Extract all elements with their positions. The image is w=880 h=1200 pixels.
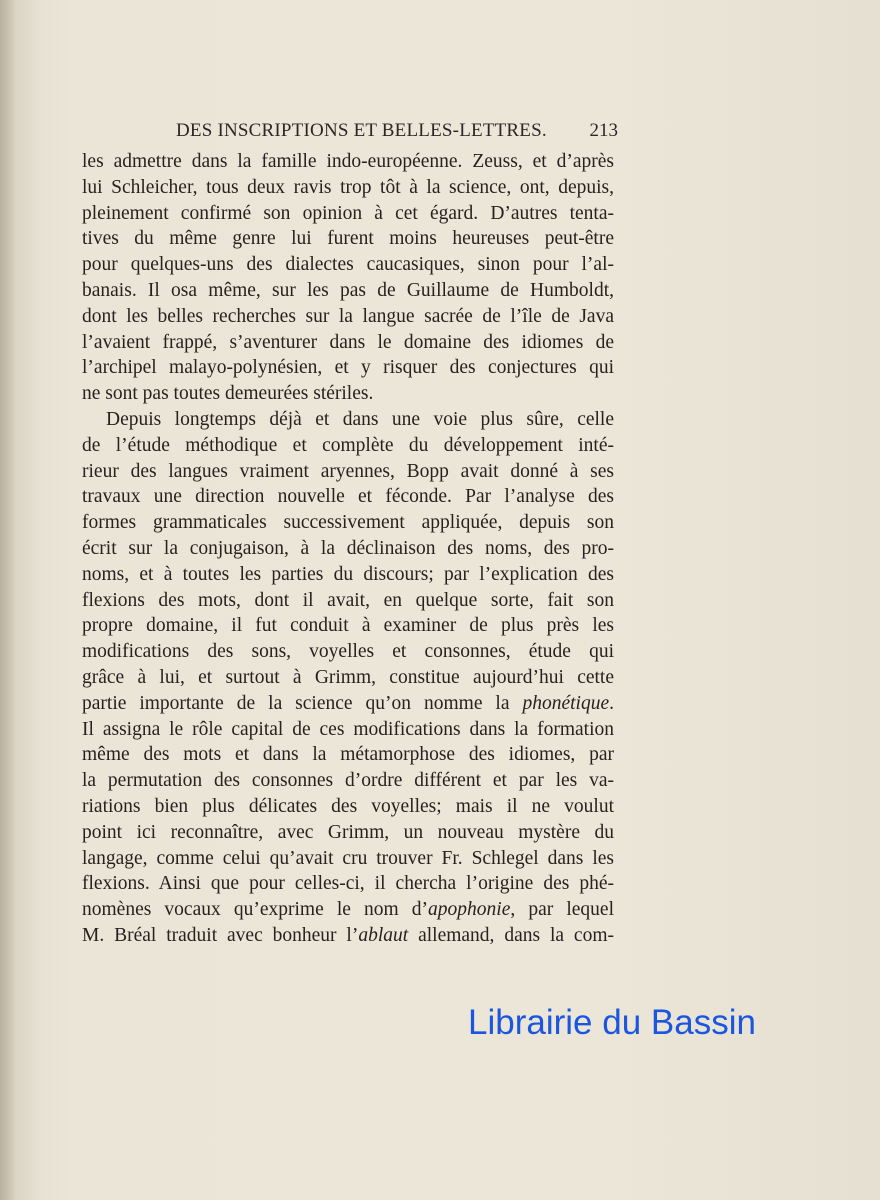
text-line: formes grammaticales successivement appliquée, depuis son — [82, 512, 614, 534]
text-fragment: partie importante de la science qu’on nomme la — [82, 692, 523, 714]
text-line: ne sont pas toutes demeurées stériles. — [82, 383, 374, 405]
text-line: riations bien plus délicates des voyelles; mais il ne voulut — [82, 795, 614, 817]
page-header — [176, 120, 618, 148]
text-line: l’archipel malayo-polynésien, et y risquer des conjectures qui — [82, 357, 614, 379]
text-line: modifications des sons, voyelles et consonnes, étude qui — [82, 641, 614, 663]
text-fragment: allemand, dans la com- — [408, 924, 614, 946]
text-line: propre domaine, il fut conduit à examiner de plus près les — [82, 615, 614, 637]
text-line: rieur des langues vraiment aryennes, Bopp avait donné à ses — [82, 460, 614, 482]
text-line: tives du même genre lui furent moins heureuses peut-être — [82, 228, 614, 250]
text-line: écrit sur la conjugaison, à la déclinaison des noms, des pro- — [82, 537, 614, 559]
text-line: Il assigna le rôle capital de ces modifications dans la formation — [82, 718, 614, 740]
text-line: Depuis longtemps déjà et dans une voie plus sûre, celle — [106, 408, 614, 430]
page-number: 213 — [589, 120, 618, 141]
body-text — [82, 149, 614, 949]
text-line: la permutation des consonnes d’ordre différent et par les va- — [82, 770, 614, 792]
italic-term: phonétique — [522, 692, 610, 714]
watermark: Librairie du Bassin — [468, 1003, 756, 1042]
text-line: les admettre dans la famille indo-européenne. Zeuss, et d’après — [82, 151, 614, 172]
text-line: grâce à lui, et surtout à Grimm, constitue aujourd’hui cette — [82, 666, 614, 688]
text-line: pour quelques-uns des dialectes caucasiques, sinon pour l’al- — [82, 254, 614, 276]
text-line: de l’étude méthodique et complète du développement inté- — [82, 434, 614, 456]
text-line — [82, 923, 614, 949]
running-head: DES INSCRIPTIONS ET BELLES-LETTRES. — [176, 120, 547, 141]
italic-term: apophonie — [428, 899, 511, 921]
text-line: langage, comme celui qu’avait cru trouver Fr. Schlegel dans les — [82, 847, 614, 869]
text-fragment: M. Bréal traduit avec bonheur l’ — [82, 924, 359, 946]
text-line: lui Schleicher, tous deux ravis trop tôt à la science, ont, depuis, — [82, 176, 614, 198]
text-line — [82, 897, 614, 923]
text-line: travaux une direction nouvelle et féconde. Par l’analyse des — [82, 486, 614, 508]
text-line: même des mots et dans la métamorphose des idiomes, par — [82, 744, 614, 766]
text-line: flexions des mots, dont il avait, en quelque sorte, fait son — [82, 589, 614, 611]
text-line — [82, 691, 614, 717]
text-fragment: , par lequel — [510, 899, 614, 921]
text-fragment: . — [609, 692, 614, 714]
text-line: pleinement confirmé son opinion à cet égard. D’autres tenta- — [82, 202, 614, 224]
text-line: noms, et à toutes les parties du discours; par l’explication des — [82, 563, 614, 585]
text-fragment: nomènes vocaux qu’exprime le nom d’ — [82, 899, 429, 921]
text-line: dont les belles recherches sur la langue sacrée de l’île de Java — [82, 305, 614, 327]
text-line: banais. Il osa même, sur les pas de Guillaume de Humboldt, — [82, 279, 614, 301]
text-line: point ici reconnaître, avec Grimm, un nouveau mystère du — [82, 821, 614, 843]
text-line: flexions. Ainsi que pour celles-ci, il chercha l’origine des phé- — [82, 873, 614, 895]
text-line: l’avaient frappé, s’aventurer dans le domaine des idiomes de — [82, 331, 614, 353]
italic-term: ablaut — [358, 924, 409, 946]
page-gutter — [0, 0, 14, 1200]
